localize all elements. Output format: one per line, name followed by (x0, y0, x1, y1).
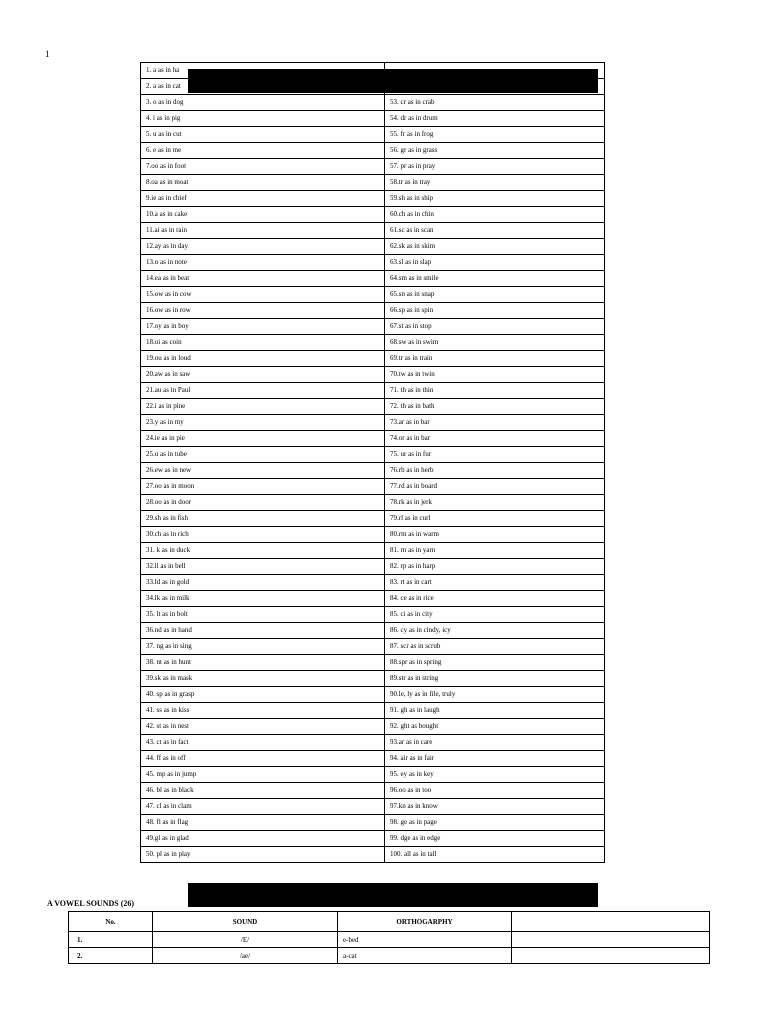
sound-cell-right: 92. ght as bought (385, 719, 605, 735)
sound-row (141, 719, 605, 735)
sound-table-body (141, 63, 605, 863)
sound-cell-left: 3. o as in dog (141, 95, 385, 111)
sound-cell-left: 2. a as in cat (141, 79, 385, 95)
sound-row (141, 271, 605, 287)
page-number: 1 (45, 49, 50, 59)
sound-row (141, 495, 605, 511)
sound-row (141, 111, 605, 127)
sound-cell-right: 60.ch as in chin (385, 207, 605, 223)
sound-row (141, 415, 605, 431)
sound-cell-right: 69.tr as in train (385, 351, 605, 367)
redaction-bar-top (188, 69, 598, 93)
sound-cell-left: 18.oi as coin (141, 335, 385, 351)
sound-cell-left: 16.ow as in row (141, 303, 385, 319)
sound-cell-right: 58.tr as in tray (385, 175, 605, 191)
sound-row (141, 159, 605, 175)
sound-row (141, 607, 605, 623)
sound-cell-left: 1. a as in ha (141, 63, 385, 79)
sound-cell-right: 83. rt as in cart (385, 575, 605, 591)
sound-row (141, 527, 605, 543)
sound-cell-right: 96.oo as in too (385, 783, 605, 799)
sound-row (141, 223, 605, 239)
sound-cell-left: 36.nd as in hand (141, 623, 385, 639)
section-heading: A VOWEL SOUNDS (26) (47, 899, 135, 908)
sound-cell-left: 42. st as in nest (141, 719, 385, 735)
sound-cell-right: 88.spr as in spring (385, 655, 605, 671)
vowel-row (69, 932, 710, 948)
sound-cell-left: 14.ea as in beat (141, 271, 385, 287)
sound-cell-left: 4. i as in pig (141, 111, 385, 127)
orthography-header: ORTHOGARPHY (338, 912, 512, 932)
sound-cell-right: 90.le, ly as in file, truly (385, 687, 605, 703)
sound-cell-left: 47. cl as in clam (141, 799, 385, 815)
sound-cell-left: 25.u as in tube (141, 447, 385, 463)
sound-cell-right: 74.or as in bar (385, 431, 605, 447)
sound-cell-left: 37. ng as in sing (141, 639, 385, 655)
sound-cell-left: 34.lk as in milk (141, 591, 385, 607)
sound-cell-right: 77.rd as in board (385, 479, 605, 495)
sound-cell-right: 64.sm as in smile (385, 271, 605, 287)
sound-cell-left: 41. ss as in kiss (141, 703, 385, 719)
sound-cell-left: 28.oo as in door (141, 495, 385, 511)
sound-cell-right: 72. th as in bath (385, 399, 605, 415)
sound-cell-right: 76.rb as in herb (385, 463, 605, 479)
sound-cell-left: 7.oo as in foot (141, 159, 385, 175)
sound-row (141, 575, 605, 591)
sound-row (141, 127, 605, 143)
sound-cell-left: 22.i as in pine (141, 399, 385, 415)
sound-row (141, 655, 605, 671)
sound-cell-left: 15.ow as in cow (141, 287, 385, 303)
sound-cell-left: 45. mp as in jump (141, 767, 385, 783)
sound-row (141, 143, 605, 159)
sound-cell-right: 85. ci as in city (385, 607, 605, 623)
sound-row (141, 479, 605, 495)
vowel-table-body (69, 932, 710, 964)
sound-cell-left: 29.sh as in fish (141, 511, 385, 527)
sound-cell-right: 91. gh as in laugh (385, 703, 605, 719)
sound-cell-right: 63.sl as in slap (385, 255, 605, 271)
sound-cell-right: 95. ey as in key (385, 767, 605, 783)
number-cell: 1. (69, 932, 153, 948)
orthography-cell: a-cat (338, 948, 512, 964)
sound-row (141, 319, 605, 335)
vowel-table-header (69, 912, 710, 932)
sound-cell-left: 24.ie as in pie (141, 431, 385, 447)
sound-row (141, 639, 605, 655)
sound-cell-left: 17.oy as in boy (141, 319, 385, 335)
sound-cell-left: 9.ie as in chief (141, 191, 385, 207)
sound-cell-right: 93.ar as in care (385, 735, 605, 751)
sound-cell-right: 67.st as in stop (385, 319, 605, 335)
sound-cell: /ae/ (153, 948, 338, 964)
vowel-sounds-table (68, 911, 710, 964)
sound-cell-left: 43. ct as in fact (141, 735, 385, 751)
sound-row (141, 751, 605, 767)
sound-cell-left: 30.ch as in rich (141, 527, 385, 543)
sound-cell-left: 26.ew as in new (141, 463, 385, 479)
sound-row (141, 783, 605, 799)
sound-cell-left: 23.y as in my (141, 415, 385, 431)
extra-cell (512, 948, 710, 964)
sound-cell-left: 19.ou as in loud (141, 351, 385, 367)
sound-row (141, 191, 605, 207)
sound-row (141, 735, 605, 751)
sound-cell-left: 46. bl as in black (141, 783, 385, 799)
sound-cell-left: 35. lt as in bolt (141, 607, 385, 623)
sound-cell-left: 48. fl as in flag (141, 815, 385, 831)
sound-row (141, 767, 605, 783)
sound-spelling-table (140, 62, 605, 863)
sound-row (141, 815, 605, 831)
sound-row (141, 383, 605, 399)
sound-cell-right: 79.rl as in curl (385, 511, 605, 527)
sound-row (141, 287, 605, 303)
sound-cell-left: 44. ff as in off (141, 751, 385, 767)
sound-cell: /E/ (153, 932, 338, 948)
sound-cell-right: 55. fr as in frog (385, 127, 605, 143)
sound-row (141, 623, 605, 639)
sound-cell-right: 86. cy as in cindy, icy (385, 623, 605, 639)
sound-row (141, 687, 605, 703)
sound-cell-right: 87. scr as in scrub (385, 639, 605, 655)
sound-cell-right: 78.rk as in jerk (385, 495, 605, 511)
sound-cell-left: 8.oa as in moat (141, 175, 385, 191)
sound-cell-left: 11.ai as in rain (141, 223, 385, 239)
sound-cell-right: 68.sw as in swim (385, 335, 605, 351)
sound-cell-right: 84. ce as in rice (385, 591, 605, 607)
sound-cell-left: 33.ld as in gold (141, 575, 385, 591)
sound-cell-left: 12.ay as in day (141, 239, 385, 255)
sound-row (141, 511, 605, 527)
sound-row (141, 207, 605, 223)
sound-row (141, 367, 605, 383)
sound-cell-right: 97.kn as in know (385, 799, 605, 815)
sound-row (141, 591, 605, 607)
sound-cell-right: 56. gr as in grass (385, 143, 605, 159)
sound-row (141, 831, 605, 847)
sound-row (141, 543, 605, 559)
sound-cell-right: 81. rn as in yarn (385, 543, 605, 559)
number-cell: 2. (69, 948, 153, 964)
sound-row (141, 351, 605, 367)
sound-cell-right: 99. dge as in edge (385, 831, 605, 847)
sound-cell-left: 49.gl as in glad (141, 831, 385, 847)
extra-cell (512, 932, 710, 948)
number-header: No. (69, 912, 153, 932)
sound-cell-right: 70.tw as in twin (385, 367, 605, 383)
sound-cell-left: 21.au as in Paul (141, 383, 385, 399)
sound-cell-right: 53. cr as in crab (385, 95, 605, 111)
sound-cell-left: 39.sk as in mask (141, 671, 385, 687)
sound-row (141, 431, 605, 447)
sound-cell-left: 38. nt as in hunt (141, 655, 385, 671)
sound-cell-right: 75. ur as in fur (385, 447, 605, 463)
sound-header: SOUND (153, 912, 338, 932)
vowel-row (69, 948, 710, 964)
sound-cell-left: 31. k as in duck (141, 543, 385, 559)
sound-cell-right: 73.ar as in bar (385, 415, 605, 431)
sound-row (141, 847, 605, 863)
sound-row (141, 703, 605, 719)
sound-cell-right: 94. air as in fair (385, 751, 605, 767)
orthography-cell: e-bed (338, 932, 512, 948)
extra-header (512, 912, 710, 932)
sound-cell-right: 61.sc as in scan (385, 223, 605, 239)
sound-row (141, 175, 605, 191)
sound-cell-right: 89.str as in string (385, 671, 605, 687)
sound-cell-right: 62.sk as in skim (385, 239, 605, 255)
header-row (69, 912, 710, 932)
sound-row (141, 671, 605, 687)
sound-cell-right: 80.rm as in warm (385, 527, 605, 543)
sound-row (141, 335, 605, 351)
sound-row (141, 399, 605, 415)
sound-row (141, 95, 605, 111)
sound-cell-right: 98. ge as in page (385, 815, 605, 831)
sound-cell-left: 40. sp as in grasp (141, 687, 385, 703)
sound-cell-right: 82. rp as in harp (385, 559, 605, 575)
sound-row (141, 799, 605, 815)
sound-cell-right: 100. all as in tall (385, 847, 605, 863)
sound-row (141, 447, 605, 463)
sound-cell-right: 65.sn as in snap (385, 287, 605, 303)
redaction-bar-bottom (188, 883, 598, 907)
sound-cell-left: 5. u as in cut (141, 127, 385, 143)
sound-cell-left: 13.o as in note (141, 255, 385, 271)
sound-cell-right: 66.sp as in spin (385, 303, 605, 319)
sound-cell-right: 71. th as in thin (385, 383, 605, 399)
sound-row (141, 239, 605, 255)
sound-cell-right: 57. pr as in pray (385, 159, 605, 175)
sound-cell-left: 27.oo as in moon (141, 479, 385, 495)
sound-cell-left: 20.aw as in saw (141, 367, 385, 383)
sound-row (141, 255, 605, 271)
sound-cell-right: 59.sh as in ship (385, 191, 605, 207)
sound-cell-left: 32.ll as in bell (141, 559, 385, 575)
sound-cell-left: 50. pl as in play (141, 847, 385, 863)
sound-cell-left: 10.a as in cake (141, 207, 385, 223)
sound-cell-left: 6. e as in me (141, 143, 385, 159)
sound-row (141, 303, 605, 319)
sound-row (141, 463, 605, 479)
sound-row (141, 559, 605, 575)
sound-cell-right: 54. dr as in drum (385, 111, 605, 127)
